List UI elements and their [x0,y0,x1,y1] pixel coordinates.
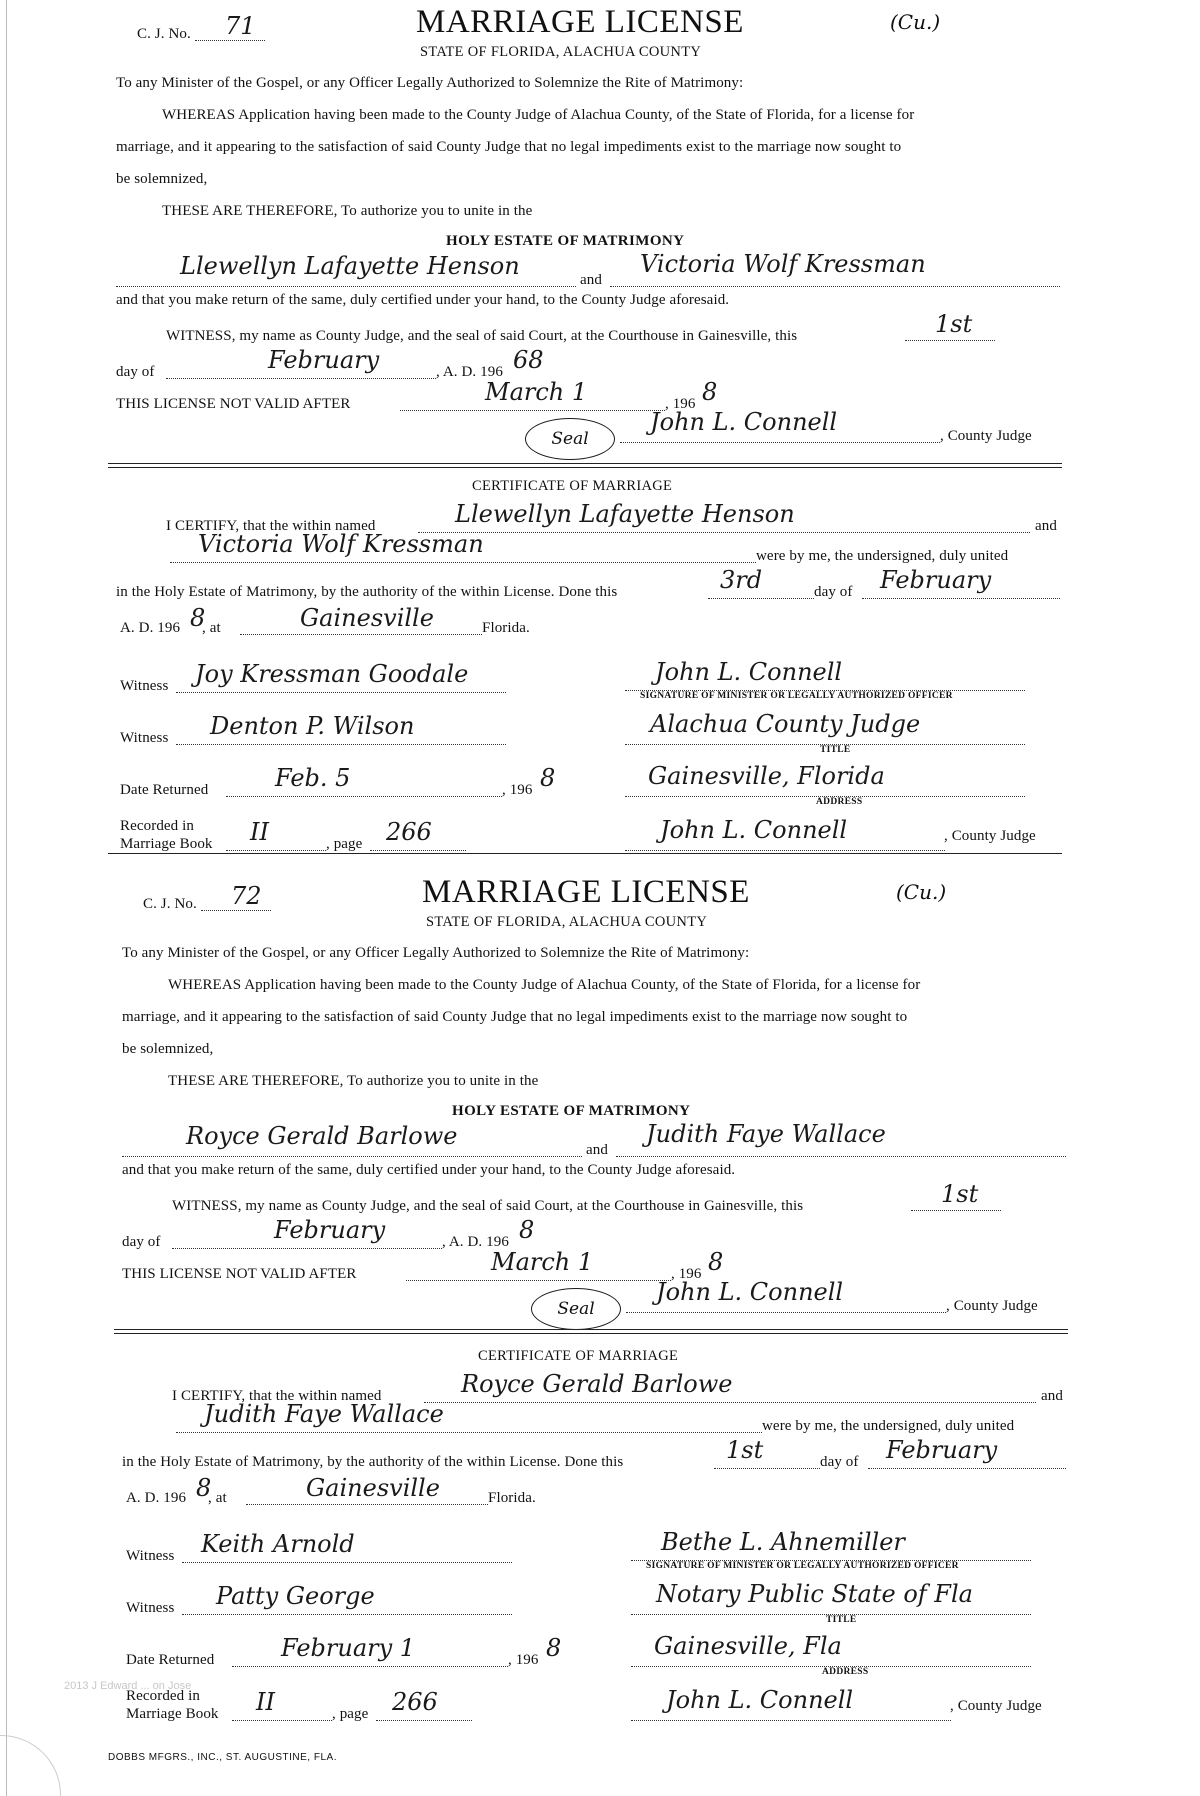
and-label: and [586,1142,608,1158]
judge-signature: John L. Connell [656,1278,844,1306]
title-caption: TITLE [826,1615,857,1625]
ad-at-label: A. D. 196 [126,1490,187,1506]
witness-2-label: Witness [126,1600,175,1616]
holy-estate-line: in the Holy Estate of Matrimony, by the authority of the within License. Done this [122,1454,624,1470]
court-seal: Seal [525,418,615,460]
whereas-line-3: be solemnized, [122,1041,214,1057]
whereas-line-1: WHEREAS Application having been made to the County Judge of Alachua County, of the State of Florida, for a license for [162,107,915,123]
groom-name: Llewellyn Lafayette Henson [180,252,520,280]
groom-line [122,1156,582,1157]
witness-1-name: Keith Arnold [201,1530,355,1558]
expiry-line [400,410,665,411]
section-divider [108,467,1062,468]
at-label: , at [202,620,221,636]
page-edge [0,0,7,1796]
cert-place: Gainesville [306,1474,440,1502]
cert-year: 8 [196,1474,212,1502]
judge-signature-line [620,442,940,443]
witness-2-label: Witness [120,730,169,746]
license-divider [108,853,1062,854]
license-title: MARRIAGE LICENSE [416,4,744,40]
and-label: and [580,272,602,288]
holy-estate-heading: HOLY ESTATE OF MATRIMONY [452,1103,691,1119]
signature-caption: SIGNATURE OF MINISTER OR LEGALLY AUTHORIZED OFFICER [640,691,953,701]
officer-address: Gainesville, Florida [648,762,885,790]
not-valid-label: THIS LICENSE NOT VALID AFTER [116,396,351,412]
witness-1-line [176,692,506,693]
book-number: II [256,1688,275,1716]
license-title: MARRIAGE LICENSE [422,874,750,910]
witness-day: 1st [935,310,973,338]
cj-number: 71 [225,12,256,40]
cj-label: C. J. No. [143,896,197,912]
ad-label: , A. D. 196 [442,1234,509,1250]
cert-place-line [240,634,482,635]
cert-bride-name: Judith Faye Wallace [204,1400,444,1428]
expiry-year: 8 [708,1248,724,1276]
officer-signature: John L. Connell [655,658,843,686]
certify-intro: I CERTIFY, that the within named [172,1388,382,1404]
recorded-in-label: Recorded in [126,1688,200,1704]
witness-1-name: Joy Kressman Goodale [195,660,469,688]
expiry-line [406,1280,671,1281]
cert-day: 3rd [720,566,763,594]
groom-name: Royce Gerald Barlowe [186,1122,458,1150]
book-line [226,850,326,851]
date-returned-line [226,796,502,797]
not-valid-label: THIS LICENSE NOT VALID AFTER [122,1266,357,1282]
license-year: 8 [519,1216,535,1244]
returned-year: 8 [540,764,556,792]
cert-place-line [246,1504,488,1505]
expiry-date: March 1 [485,378,588,406]
witness-2-name: Patty George [216,1582,375,1610]
witness-1-line [182,1562,512,1563]
witness-line: WITNESS, my name as County Judge, and the seal of said Court, at the Courthouse in Gainesville, this [172,1198,804,1214]
license-subtitle: STATE OF FLORIDA, ALACHUA COUNTY [426,914,708,930]
title-caption: TITLE [820,745,851,755]
bride-line [610,286,1060,287]
cert-day-line [714,1468,820,1469]
cert-month: February [880,566,992,594]
cert-day: 1st [726,1436,764,1464]
section-divider [108,463,1062,464]
holy-estate-heading: HOLY ESTATE OF MATRIMONY [446,233,685,249]
whereas-line-1: WHEREAS Application having been made to the County Judge of Alachua County, of the State of Florida, for a license for [168,977,921,993]
cert-groom-line [418,532,1030,533]
groom-line [116,286,576,287]
license-year: 68 [513,346,544,374]
returned-year-label: , 196 [502,782,533,798]
copy-mark: (Cu.) [896,880,947,904]
copy-mark: (Cu.) [890,10,941,34]
witness-day: 1st [941,1180,979,1208]
recorded-signature-line [631,1720,951,1721]
section-divider [114,1329,1068,1330]
certificate-title: CERTIFICATE OF MARRIAGE [472,478,673,494]
witness-2-line [176,744,506,745]
witness-1-label: Witness [120,678,169,694]
expiry-year: 8 [702,378,718,406]
returned-year-label: , 196 [508,1652,539,1668]
watermark: 2013 J Edward ... on Jose [64,1680,192,1692]
return-line: and that you make return of the same, duly certified under your hand, to the County Judge aforesaid. [116,292,730,308]
cert-groom-name: Royce Gerald Barlowe [461,1370,733,1398]
recorded-county-judge: , County Judge [950,1698,1042,1714]
cert-groom-line [424,1402,1036,1403]
date-returned: Feb. 5 [275,764,351,792]
license-month: February [268,346,380,374]
recorded-signature: John L. Connell [666,1686,854,1714]
cj-line [195,40,265,41]
judge-signature: John L. Connell [650,408,838,436]
whereas-line-2: marriage, and it appearing to the satisfaction of said County Judge that no legal impediments exist to the marriage now sought to [116,139,902,155]
expiry-year-label: , 196 [665,396,696,412]
page-number: 266 [392,1688,438,1716]
court-seal: Seal [531,1288,621,1330]
cj-number: 72 [231,882,262,910]
date-returned-label: Date Returned [120,782,209,798]
page-label: , page [332,1706,369,1722]
cert-bride-line [170,562,756,563]
return-line: and that you make return of the same, duly certified under your hand, to the County Judge aforesaid. [122,1162,736,1178]
bride-name: Victoria Wolf Kressman [640,250,926,278]
marriage-book-label: Marriage Book [120,836,213,852]
witness-2-name: Denton P. Wilson [210,712,415,740]
cj-line [201,910,271,911]
date-returned-line [232,1666,508,1667]
florida-label: Florida. [488,1490,536,1506]
witness-day-line [911,1210,1001,1211]
county-judge-label: , County Judge [940,428,1032,444]
cert-day-of-label: day of [814,584,853,600]
cert-bride-name: Victoria Wolf Kressman [198,530,484,558]
certify-intro: I CERTIFY, that the within named [166,518,376,534]
license-subtitle: STATE OF FLORIDA, ALACHUA COUNTY [420,44,702,60]
expiry-year-label: , 196 [671,1266,702,1282]
date-returned: February 1 [281,1634,416,1662]
date-returned-label: Date Returned [126,1652,215,1668]
recorded-signature: John L. Connell [660,816,848,844]
cert-groom-name: Llewellyn Lafayette Henson [455,500,795,528]
witness-1-label: Witness [126,1548,175,1564]
judge-signature-line [626,1312,946,1313]
county-judge-label: , County Judge [946,1298,1038,1314]
cert-day-of-label: day of [820,1454,859,1470]
recorded-in-label: Recorded in [120,818,194,834]
cert-and-label: and [1035,518,1057,534]
therefore-line: THESE ARE THEREFORE, To authorize you to unite in the [162,203,533,219]
were-by-me-label: were by me, the undersigned, duly united [762,1418,1015,1434]
month-line [166,378,436,379]
cert-month-line [862,598,1060,599]
officer-title: Notary Public State of Fla [656,1580,973,1608]
recorded-signature-line [625,850,945,851]
holy-estate-line: in the Holy Estate of Matrimony, by the authority of the within License. Done this [116,584,618,600]
officer-address: Gainesville, Fla [654,1632,842,1660]
address-caption: ADDRESS [816,797,863,807]
address-caption: ADDRESS [822,1667,869,1677]
page-label: , page [326,836,363,852]
returned-year: 8 [546,1634,562,1662]
were-by-me-label: were by me, the undersigned, duly united [756,548,1009,564]
officer-signature: Bethe L. Ahnemiller [661,1528,905,1556]
cert-bride-line [176,1432,762,1433]
ad-at-label: A. D. 196 [120,620,181,636]
bride-line [616,1156,1066,1157]
cert-place: Gainesville [300,604,434,632]
month-line [172,1248,442,1249]
day-of-label: day of [116,364,155,380]
witness-line: WITNESS, my name as County Judge, and the seal of said Court, at the Courthouse in Gainesville, this [166,328,798,344]
section-divider [114,1333,1068,1334]
cert-year: 8 [190,604,206,632]
marriage-book-label: Marriage Book [126,1706,219,1722]
witness-2-line [182,1614,512,1615]
officer-title: Alachua County Judge [650,710,921,738]
to-any-minister: To any Minister of the Gospel, or any Officer Legally Authorized to Solemnize the Rite of Matrimony: [116,75,744,91]
page-number: 266 [386,818,432,846]
bride-name: Judith Faye Wallace [646,1120,886,1148]
book-number: II [250,818,269,846]
page-line [370,850,466,851]
cj-label: C. J. No. [137,26,191,42]
therefore-line: THESE ARE THEREFORE, To authorize you to unite in the [168,1073,539,1089]
printer-footer: DOBBS MFGRS., INC., ST. AUGUSTINE, FLA. [108,1752,337,1763]
ad-label: , A. D. 196 [436,364,503,380]
signature-caption: SIGNATURE OF MINISTER OR LEGALLY AUTHORIZED OFFICER [646,1561,959,1571]
book-line [232,1720,332,1721]
at-label: , at [208,1490,227,1506]
cert-month: February [886,1436,998,1464]
to-any-minister: To any Minister of the Gospel, or any Officer Legally Authorized to Solemnize the Rite of Matrimony: [122,945,750,961]
cert-day-line [708,598,814,599]
cert-month-line [868,1468,1066,1469]
license-month: February [274,1216,386,1244]
whereas-line-2: marriage, and it appearing to the satisfaction of said County Judge that no legal impediments exist to the marriage now sought to [122,1009,908,1025]
expiry-date: March 1 [491,1248,594,1276]
day-of-label: day of [122,1234,161,1250]
witness-day-line [905,340,995,341]
certificate-title: CERTIFICATE OF MARRIAGE [478,1348,679,1364]
page-line [376,1720,472,1721]
recorded-county-judge: , County Judge [944,828,1036,844]
whereas-line-3: be solemnized, [116,171,208,187]
cert-and-label: and [1041,1388,1063,1404]
florida-label: Florida. [482,620,530,636]
